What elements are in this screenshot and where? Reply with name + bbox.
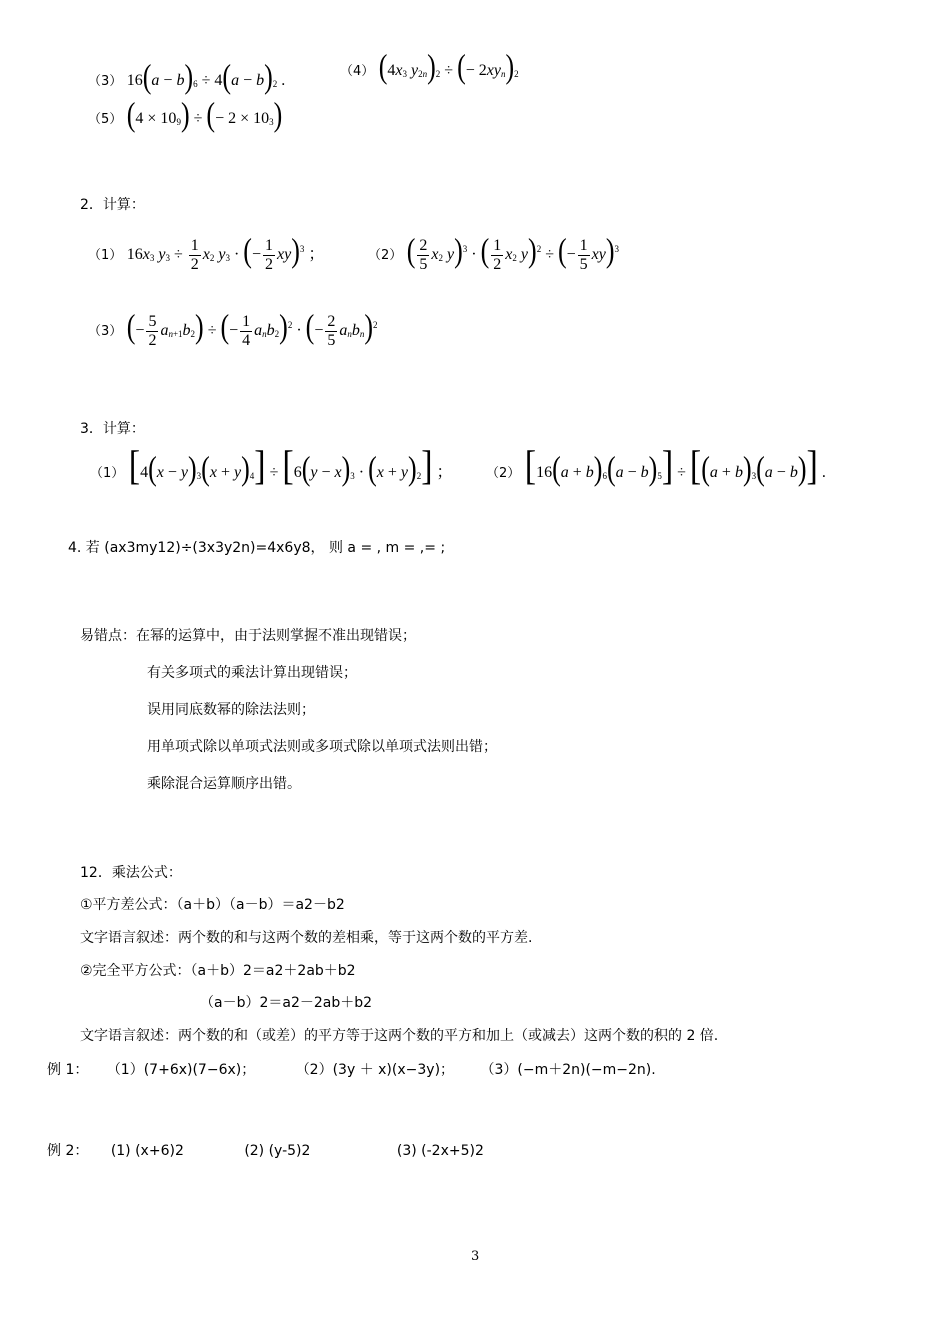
example2-label: 例 2： [47,1143,89,1159]
ex2-item3-formula: (− $\frac{5}{2}$ an+1b2) ÷ (− $\frac{1}{4}$ anb2)$^2$ · (− $\frac{2}{5}$ anbn)$^2$ [126,307,378,349]
ex3-title: 3．计算： [80,421,145,437]
ex1-item4-formula: (4x3 y2n)2 ÷ (− 2xyn)2 [378,47,519,86]
example1-part: （3）(−m＋2n)(−m−2n). [480,1062,656,1078]
pitfall-item: 用单项式除以单项式法则或多项式除以单项式法则出错； [147,739,497,755]
page-number: 3 [471,1249,480,1264]
ex1-item5-formula: (4 × 109) ÷ (− 2 × 103) [126,95,283,134]
ex1-item3-label: （3） [88,74,123,89]
diff-squares-desc: 文字语言叙述：两个数的和与这两个数的差相乘，等于这两个数的平方差. [80,930,533,946]
example1-label: 例 1： [47,1062,89,1078]
ex1-item3 [88,57,286,96]
ex3-item2-formula: [16(a + b)6(a − b)5] ÷ [(a + b)3(a − b)] . [524,444,826,489]
ex2-item1-label: （1） [88,248,123,263]
perfect-square-formula: ②完全平方公式：（a＋b）2＝a2＋2ab＋b2 [80,963,356,979]
ex2-item2-label: （2） [368,248,403,263]
ex2-item1 [88,231,325,274]
perfect-square-formula-2: （a－b）2＝a2－2ab＋b2 [200,995,373,1011]
ex1-item5 [88,95,283,134]
pitfall-item: 有关多项式的乘法计算出现错误； [147,665,357,681]
ex2-item3-label: （3） [88,324,123,339]
pitfall-item: 乘除混合运算顺序出错。 [147,776,301,792]
ex2-item1-formula: 16x3 y3 ÷ $\frac{1}{2}$ x2 y3 · (− $\frac{1}{2}$ xy)$^3$ ； [126,231,325,273]
ex2-item2 [368,231,620,274]
ex1-item3-formula: 16(a − b)6 ÷ 4(a − b)2 . [126,57,286,96]
ex3-item1-formula: [4(x − y)3(x + y)4] ÷ [6(y − x)3 · (x + y)2] ； [128,444,453,489]
example2 [47,1140,484,1160]
example2-part: (1) (x+6)2 [110,1143,184,1159]
ex3-item2 [486,444,826,489]
example1 [47,1059,656,1079]
pitfall-item: 误用同底数幂的除法法则； [147,702,315,718]
example2-part: (2) (y-5)2 [244,1143,311,1159]
ex3-item2-label: （2） [486,466,521,481]
example1-part: （2）(3y ＋ x)(x−3y)； [295,1062,455,1078]
example2-part: (3) (-2x+5)2 [396,1143,484,1159]
formulas-title: 12．乘法公式： [80,865,182,881]
ex2-item3 [88,307,378,350]
ex4-text: 4. 若 (ax3my12)÷(3x3y2n)=4x6y8， 则 a = , m = ,= ; [68,540,446,556]
example1-part: （1）(7+6x)(7−6x)； [106,1062,256,1078]
ex2-item2-formula: ( $\frac{2}{5}$ x2 y)$^3$ · ( $\frac{1}{2}$ x2 y)$^2$ ÷ (− $\frac{1}{5}$ xy)$^3$ [406,231,620,273]
ex3-item1 [90,444,453,489]
ex1-item4-label: （4） [340,64,375,79]
diff-squares-formula: ①平方差公式：（a＋b）（a－b）＝a2－b2 [80,897,345,913]
ex3-item1-label: （1） [90,466,125,481]
pitfalls-heading: 易错点：在幂的运算中，由于法则掌握不准出现错误； [80,628,416,644]
ex2-title: 2．计算： [80,197,145,213]
ex1-item5-label: （5） [88,112,123,127]
ex1-item4 [340,47,519,86]
perfect-square-desc: 文字语言叙述：两个数的和（或差）的平方等于这两个数的平方和加上（或减去）这两个数的积的 2 倍. [80,1028,719,1044]
